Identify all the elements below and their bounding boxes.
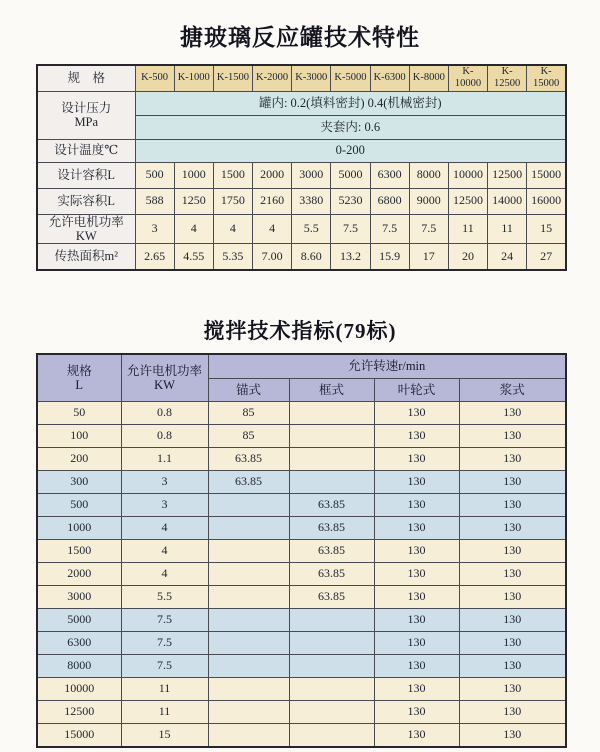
speed-cell: 63.85 xyxy=(289,517,374,540)
speed-cell: 130 xyxy=(459,517,566,540)
speed-cell: 130 xyxy=(459,678,566,701)
table-row xyxy=(37,471,566,494)
value-cell: 6300 xyxy=(370,162,409,188)
value-cell: 2160 xyxy=(253,188,292,214)
agitation-spec-table xyxy=(36,353,567,748)
table-row xyxy=(37,701,566,724)
value-cell: 588 xyxy=(135,188,174,214)
speed-cell: 130 xyxy=(374,540,459,563)
speed-cell: 85 xyxy=(208,425,289,448)
speed-cell xyxy=(208,632,289,655)
power-cell: 11 xyxy=(121,701,208,724)
speed-cell: 130 xyxy=(459,586,566,609)
pressure-row-label: 设计压力 MPa xyxy=(37,91,135,139)
value-cell: 20 xyxy=(448,244,487,270)
speed-cell: 130 xyxy=(374,494,459,517)
value-cell: 6800 xyxy=(370,188,409,214)
speed-cell xyxy=(289,632,374,655)
power-cell: 7.5 xyxy=(121,655,208,678)
spec-cell: 10000 xyxy=(37,678,121,701)
value-cell: 1000 xyxy=(174,162,213,188)
table-row xyxy=(37,563,566,586)
speed-cell xyxy=(289,724,374,747)
speed-cell: 130 xyxy=(459,402,566,425)
power-cell: 4 xyxy=(121,517,208,540)
speed-group-header: 允许转速r/min xyxy=(208,354,566,379)
spec-column-header: 规格 L xyxy=(37,354,121,402)
speed-cell: 63.85 xyxy=(289,540,374,563)
speed-cell xyxy=(289,678,374,701)
power-cell: 15 xyxy=(121,724,208,747)
speed-cell: 130 xyxy=(374,517,459,540)
value-cell: 15.9 xyxy=(370,244,409,270)
power-cell: 5.5 xyxy=(121,586,208,609)
value-cell: 15 xyxy=(527,214,566,244)
value-cell: 7.00 xyxy=(253,244,292,270)
table-row xyxy=(37,425,566,448)
speed-cell xyxy=(208,678,289,701)
value-cell: 12500 xyxy=(448,188,487,214)
speed-cell xyxy=(208,540,289,563)
tank-spec-table xyxy=(36,64,567,271)
speed-cell xyxy=(289,402,374,425)
value-cell: 14000 xyxy=(488,188,527,214)
value-cell: 10000 xyxy=(448,162,487,188)
speed-cell: 130 xyxy=(374,402,459,425)
spec-header-label: 规 格 xyxy=(37,65,135,91)
power-cell: 4 xyxy=(121,540,208,563)
speed-cell: 130 xyxy=(459,448,566,471)
speed-cell: 130 xyxy=(374,448,459,471)
speed-cell xyxy=(208,494,289,517)
spec-cell: 200 xyxy=(37,448,121,471)
spec-cell: 1500 xyxy=(37,540,121,563)
speed-cell: 130 xyxy=(374,609,459,632)
value-cell: 1500 xyxy=(213,162,252,188)
speed-cell xyxy=(289,471,374,494)
table-row xyxy=(37,655,566,678)
value-cell: 11 xyxy=(448,214,487,244)
speed-type-header: 叶轮式 xyxy=(374,379,459,402)
value-cell: 7.5 xyxy=(409,214,448,244)
pressure-tank-value: 罐内: 0.2(填料密封) 0.4(机械密封) xyxy=(135,91,566,115)
power-cell: 11 xyxy=(121,678,208,701)
value-cell: 27 xyxy=(527,244,566,270)
value-cell: 8000 xyxy=(409,162,448,188)
speed-cell: 130 xyxy=(374,471,459,494)
model-header-cell: K-2000 xyxy=(253,65,292,91)
value-cell: 7.5 xyxy=(370,214,409,244)
table-row xyxy=(37,586,566,609)
value-cell: 2.65 xyxy=(135,244,174,270)
value-cell: 3 xyxy=(135,214,174,244)
speed-cell: 130 xyxy=(459,655,566,678)
value-cell: 12500 xyxy=(488,162,527,188)
speed-cell: 130 xyxy=(459,494,566,517)
value-cell: 3000 xyxy=(292,162,331,188)
table-row xyxy=(37,402,566,425)
value-cell: 17 xyxy=(409,244,448,270)
power-cell: 7.5 xyxy=(121,609,208,632)
model-header-cell: K-10000 xyxy=(448,65,487,91)
table2-title: 搅拌技术指标(79标) xyxy=(203,318,397,343)
model-header-cell: K-3000 xyxy=(292,65,331,91)
speed-cell xyxy=(208,517,289,540)
value-cell: 2000 xyxy=(253,162,292,188)
table-row xyxy=(37,724,566,747)
speed-cell: 63.85 xyxy=(208,448,289,471)
spec-cell: 100 xyxy=(37,425,121,448)
speed-cell: 130 xyxy=(459,701,566,724)
pressure-jacket-value: 夹套内: 0.6 xyxy=(135,115,566,139)
speed-cell: 130 xyxy=(459,540,566,563)
power-cell: 4 xyxy=(121,563,208,586)
speed-cell: 130 xyxy=(374,632,459,655)
table-row xyxy=(37,494,566,517)
value-cell: 16000 xyxy=(527,188,566,214)
speed-cell xyxy=(289,609,374,632)
spec-cell: 500 xyxy=(37,494,121,517)
speed-cell xyxy=(208,724,289,747)
power-cell: 3 xyxy=(121,494,208,517)
speed-cell: 130 xyxy=(459,632,566,655)
value-cell: 9000 xyxy=(409,188,448,214)
speed-cell: 63.85 xyxy=(289,494,374,517)
value-cell: 24 xyxy=(488,244,527,270)
spec-cell: 15000 xyxy=(37,724,121,747)
value-cell: 4 xyxy=(174,214,213,244)
speed-cell: 130 xyxy=(459,563,566,586)
model-header-cell: K-500 xyxy=(135,65,174,91)
speed-cell xyxy=(289,448,374,471)
spec-cell: 12500 xyxy=(37,701,121,724)
speed-cell xyxy=(208,655,289,678)
value-cell: 7.5 xyxy=(331,214,370,244)
speed-cell xyxy=(208,701,289,724)
speed-cell xyxy=(208,586,289,609)
value-cell: 1750 xyxy=(213,188,252,214)
model-header-cell: K-15000 xyxy=(527,65,566,91)
speed-cell: 130 xyxy=(374,724,459,747)
spec-cell: 6300 xyxy=(37,632,121,655)
spec-cell: 5000 xyxy=(37,609,121,632)
value-cell: 5230 xyxy=(331,188,370,214)
model-header-cell: K-6300 xyxy=(370,65,409,91)
value-cell: 11 xyxy=(488,214,527,244)
table1-title: 搪玻璃反应罐技术特性 xyxy=(180,25,420,50)
speed-cell xyxy=(289,425,374,448)
value-cell: 500 xyxy=(135,162,174,188)
value-cell: 3380 xyxy=(292,188,331,214)
value-cell: 4 xyxy=(213,214,252,244)
spec-cell: 8000 xyxy=(37,655,121,678)
model-header-cell: K-8000 xyxy=(409,65,448,91)
power-cell: 7.5 xyxy=(121,632,208,655)
speed-cell: 130 xyxy=(374,701,459,724)
speed-cell: 130 xyxy=(374,425,459,448)
value-cell: 5.5 xyxy=(292,214,331,244)
row-label-cell: 设计容积L xyxy=(37,162,135,188)
speed-cell xyxy=(208,609,289,632)
speed-cell: 63.85 xyxy=(289,586,374,609)
speed-cell: 130 xyxy=(374,563,459,586)
value-cell: 8.60 xyxy=(292,244,331,270)
speed-type-header: 锚式 xyxy=(208,379,289,402)
temperature-row-label: 设计温度℃ xyxy=(37,139,135,162)
spec-cell: 2000 xyxy=(37,563,121,586)
spec-cell: 1000 xyxy=(37,517,121,540)
speed-cell: 63.85 xyxy=(289,563,374,586)
table-row xyxy=(37,448,566,471)
value-cell: 13.2 xyxy=(331,244,370,270)
model-header-cell: K-1500 xyxy=(213,65,252,91)
spec-cell: 50 xyxy=(37,402,121,425)
value-cell: 5000 xyxy=(331,162,370,188)
power-cell: 0.8 xyxy=(121,425,208,448)
temperature-value: 0-200 xyxy=(135,139,566,162)
model-header-cell: K-5000 xyxy=(331,65,370,91)
value-cell: 5.35 xyxy=(213,244,252,270)
spec-cell: 300 xyxy=(37,471,121,494)
speed-cell: 130 xyxy=(459,609,566,632)
speed-cell: 63.85 xyxy=(208,471,289,494)
table-row xyxy=(37,678,566,701)
value-cell: 4.55 xyxy=(174,244,213,270)
power-column-header: 允许电机功率 KW xyxy=(121,354,208,402)
speed-cell: 130 xyxy=(374,586,459,609)
model-header-cell: K-1000 xyxy=(174,65,213,91)
row-label-cell: 传热面积m² xyxy=(37,244,135,270)
model-header-cell: K-12500 xyxy=(488,65,527,91)
power-cell: 3 xyxy=(121,471,208,494)
speed-cell xyxy=(289,701,374,724)
speed-cell: 130 xyxy=(374,678,459,701)
table-row xyxy=(37,632,566,655)
speed-type-header: 浆式 xyxy=(459,379,566,402)
row-label-cell: 实际容积L xyxy=(37,188,135,214)
value-cell: 15000 xyxy=(527,162,566,188)
speed-cell xyxy=(208,563,289,586)
table-row xyxy=(37,609,566,632)
speed-cell: 85 xyxy=(208,402,289,425)
speed-cell: 130 xyxy=(459,471,566,494)
spec-cell: 3000 xyxy=(37,586,121,609)
table-row xyxy=(37,517,566,540)
power-cell: 0.8 xyxy=(121,402,208,425)
power-cell: 1.1 xyxy=(121,448,208,471)
speed-type-header: 框式 xyxy=(289,379,374,402)
speed-cell xyxy=(289,655,374,678)
speed-cell: 130 xyxy=(459,425,566,448)
row-label-cell: 允许电机功率KW xyxy=(37,214,135,244)
value-cell: 1250 xyxy=(174,188,213,214)
speed-cell: 130 xyxy=(459,724,566,747)
table-row xyxy=(37,540,566,563)
value-cell: 4 xyxy=(253,214,292,244)
speed-cell: 130 xyxy=(374,655,459,678)
